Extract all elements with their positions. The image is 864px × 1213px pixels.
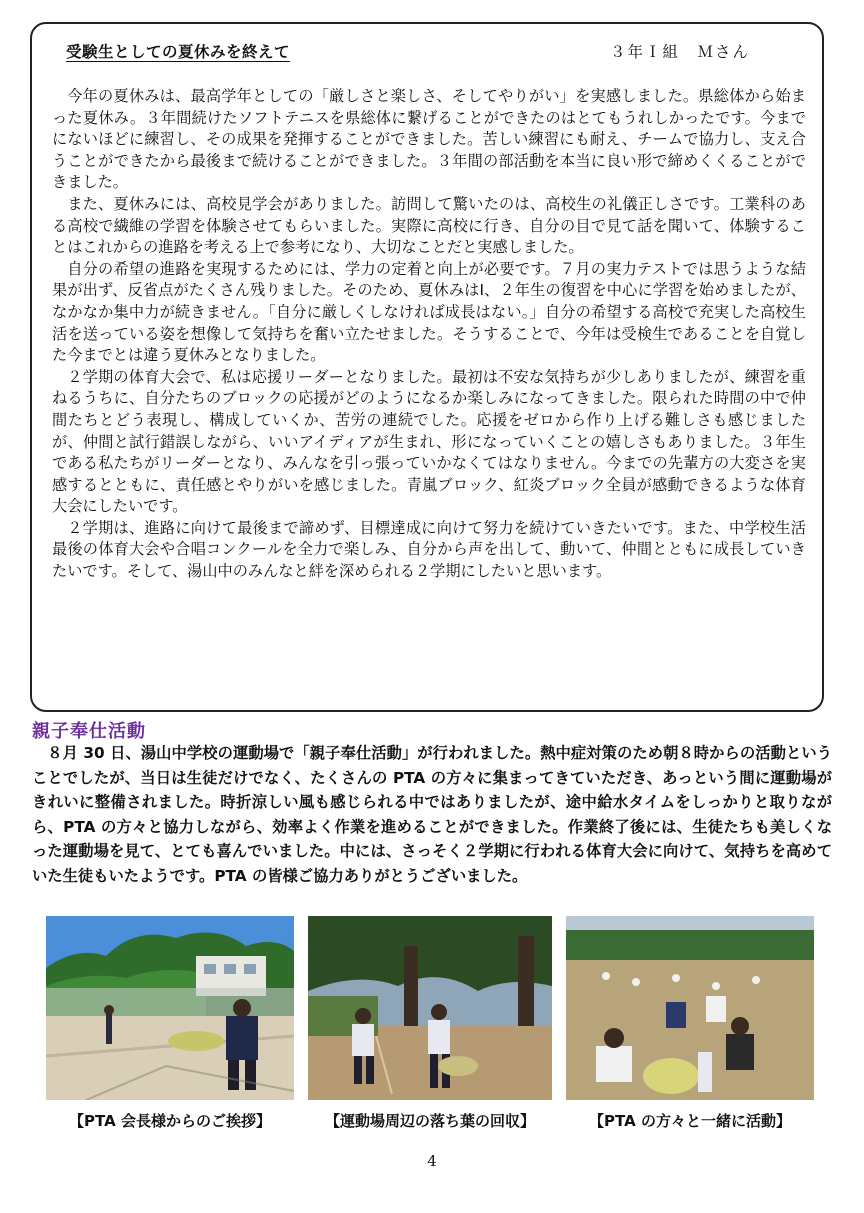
section-body (32, 741, 832, 889)
essay-paragraph: ２学期の体育大会で、私は応援リーダーとなりました。最初は不安な気持ちが少しありましたが、練習を重ねるうちに、自分たちのブロックの応援がどのようになるか楽しみになってきました。限られた時間の中で仲間たちとどう表現し、構成していくか、苦労の連続でした。応援をゼロから作り上げる難しさも感じましたが、仲間と試行錯誤しながら、いいアイディアが生まれ、形になっていくことの嬉しさもありました。３年生である私たちがリーダーとなり、みんなを引っ張っていかなくてはなりません。今までの先輩方の大変さを実感するとともに、責任感とやりがいを感じました。青嵐ブロック、紅炎ブロック全員が感動できるような体育大会にしたいです。 (52, 367, 807, 516)
essay-author: ３年Ｉ組 Ｍさん (609, 43, 750, 61)
photo-caption: 【PTA 会長様からのご挨拶】 (69, 1112, 271, 1130)
page-number: 4 (427, 1152, 437, 1170)
section-title: 親子奉仕活動 (32, 721, 146, 742)
section-paragraph: ８月 30 日、湯山中学校の運動場で「親子奉仕活動」が行われました。熱中症対策のため朝８時からの活動ということでしたが、当日は生徒だけでなく、たくさんの PTA の方々に集まってきていただき、あっという間に運動場がきれいに整備されました。時折涼しい風も感じられる中ではありましたが、途中給水タイムをしっかりと取りながら、PTA の方々と協力しながら、効率よく作業を進めることができました。作業終了後には、生徒たちも美しくなった運動場を見て、とても喜んでいました。中には、さっそく２学期に行われる体育大会に向けて、気持ちを高めていた生徒もいたようです。PTA の皆様ご協力ありがとうございました。 (32, 744, 832, 885)
photo-pta-greeting-image (46, 916, 294, 1100)
essay-box (30, 22, 824, 712)
essay-paragraph: 今年の夏休みは、最高学年としての「厳しさと楽しさ、そしてやりがい」を実感しました。県総体から始まった夏休み。３年間続けたソフトテニスを県総体に繋げることができたのはとてもうれしかったです。今までにないほどに練習し、その成果を発揮することができました。苦しい練習にも耐え、チームで協力し、支え合うことができたから最後まで続けることができました。３年間の部活動を本当に良い形で締めくくることができました。 (52, 87, 806, 192)
photo-working-with-pta-image (566, 916, 814, 1100)
photo-leaf-collection (308, 916, 552, 1100)
photo-working-with-pta (566, 916, 814, 1100)
essay-header (52, 34, 806, 66)
photo-caption: 【運動場周辺の落ち葉の回収】 (324, 1112, 535, 1130)
essay-title: 受験生としての夏休みを終えて (66, 43, 291, 61)
photo-pta-greeting (46, 916, 294, 1100)
essay-paragraph: ２学期は、進路に向けて最後まで諦めず、目標達成に向けて努力を続けていきたいです。また、中学校生活最後の体育大会や合唱コンクールを全力で楽しみ、自分から声を出して、動いて、仲間とともに成長していきたいです。そして、湯山中のみんなと絆を深められる２学期にしたいと思います。 (52, 518, 806, 581)
essay-paragraph: また、夏休みには、高校見学会がありました。訪問して驚いたのは、高校生の礼儀正しさです。工業科のある高校で繊維の学習を体験させてもらいました。実際に高校に行き、自分の目で見て話を聞いて、体験することはこれからの進路を考える上で参考になり、大切なことだと実感しました。 (52, 194, 806, 257)
photo-leaf-collection-image (308, 916, 552, 1100)
essay-paragraph: 自分の希望の進路を実現するためには、学力の定着と向上が必要です。７月の実力テストでは思うような結果が出ず、反省点がたくさん残りました。そのため、夏休みはⅠ、２年生の復習を中心に学習を始めましたが、なかなか集中力が続きません。「自分に厳しくしなければ成長はない。」自分の希望する高校で充実した高校生活を送っている姿を想像して気持ちを奮い立たせました。そうすることで、今年は受検生であることを自覚した今までとは違う夏休みとなりました。 (52, 259, 806, 365)
essay-body (52, 86, 806, 583)
photo-caption: 【PTA の方々と一緒に活動】 (589, 1112, 791, 1130)
